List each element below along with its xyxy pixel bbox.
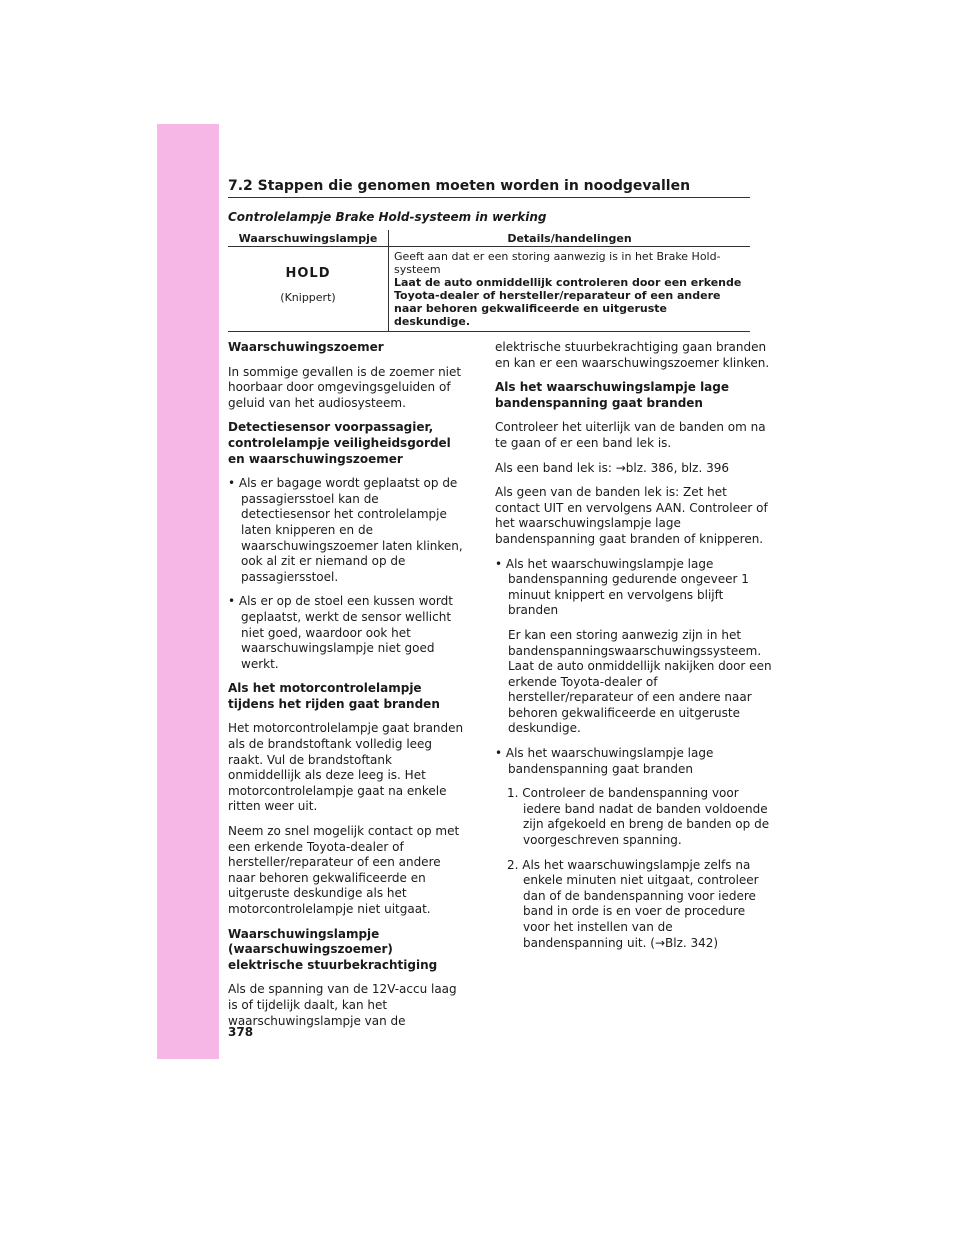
paragraph: Als de spanning van de 12V-accu laag is of tijdelijk daalt, kan het waarschuwingslampje van de xyxy=(228,982,457,1028)
details-cell xyxy=(389,247,751,332)
section-color-tab xyxy=(157,124,219,1059)
numbered-step: 1. Controleer de bandenspanning voor iedere band nadat de banden voldoende zijn afgekoeld en breng de banden op de voorgeschreven spanning. xyxy=(507,786,770,848)
bullet-item: • Als er op de stoel een kussen wordt geplaatst, werkt de sensor wellicht niet goed, waardoor ook het waarschuwingslampje niet goed werkt. xyxy=(228,594,453,671)
hold-indicator-icon: HOLD xyxy=(285,266,331,281)
heading-power-steering: Waarschuwingslampje (waarschuwingszoemer) elektrische stuurbekrachtiging xyxy=(228,926,438,972)
bullet-item: • Als het waarschuwingslampje lage bandenspanning gedurende ongeveer 1 minuut knippert en vervolgens blijft branden xyxy=(495,556,749,618)
paragraph: Als geen van de banden lek is: Zet het contact UIT en vervolgens AAN. Controleer of het waarschuwingslampje lage bandenspanning gaat branden of knipperen. xyxy=(495,485,768,546)
heading-engine-light: Als het motorcontrolelampje tijdens het rijden gaat branden xyxy=(228,681,440,711)
bullet-item: • Als er bagage wordt geplaatst op de passagiersstoel kan de detectiesensor het controlelampje laten knipperen en de waarschuwingszoemer laten klinken, ook al zit er niemand op de passagiersstoel. xyxy=(228,476,463,584)
bullet-item: • Als het waarschuwingslampje lage bandenspanning gaat branden xyxy=(495,746,714,776)
paragraph: Neem zo snel mogelijk contact op met een erkende Toyota-dealer of hersteller/reparateur of een andere naar behoren gekwalificeerde en uitgeruste deskundige als het motorcontrolelampje niet uitgaat. xyxy=(228,824,460,916)
detail-action: Laat de auto onmiddellijk controleren door een erkende Toyota-dealer of hersteller/reparateur of een andere naar behoren gekwalificeerde en uitgeruste deskundige. xyxy=(394,276,742,328)
heading-tire-pressure: Als het waarschuwingslampje lage bandenspanning gaat branden xyxy=(495,380,730,410)
heading-warning-buzzer: Waarschuwingszoemer xyxy=(228,340,384,354)
detail-text: Geeft aan dat er een storing aanwezig is in het Brake Hold-systeem xyxy=(394,250,721,276)
left-column xyxy=(228,340,468,1029)
heading-passenger-sensor: Detectiesensor voorpassagier, controlelampje veiligheidsgordel en waarschuwingszoemer xyxy=(228,420,451,466)
section-header: 7.2 Stappen die genomen moeten worden in noodgevallen xyxy=(228,178,750,198)
warning-light-table xyxy=(228,230,750,332)
column-header-details: Details/handelingen xyxy=(389,230,751,247)
column-header-lamp: Waarschuwingslampje xyxy=(228,230,389,247)
table-row xyxy=(228,247,750,332)
lamp-cell xyxy=(228,247,389,332)
paragraph: elektrische stuurbekrachtiging gaan branden en kan er een waarschuwingszoemer klinken. xyxy=(495,340,770,370)
page-number: 378 xyxy=(228,1025,254,1039)
right-column xyxy=(495,340,775,960)
paragraph: Het motorcontrolelampje gaat branden als de brandstoftank volledig leeg raakt. Vul de brandstoftank onmiddellijk als deze leeg is. Het motorcontrolelampje gaat na enkele ritten weer uit. xyxy=(228,721,464,814)
paragraph-page-reference: Als een band lek is: →blz. 386, blz. 396 xyxy=(495,460,729,475)
bullet-subtext: Er kan een storing aanwezig zijn in het bandenspanningswaarschuwingssysteem. Laat de auto onmiddellijk nakijken door een erkende Toyota-dealer of hersteller/reparateur of een andere naar behoren gekwalificeerde en uitgeruste deskundige. xyxy=(508,627,772,736)
lamp-note: (Knippert) xyxy=(280,291,336,304)
table-caption: Controlelampje Brake Hold-systeem in werking xyxy=(228,210,547,224)
paragraph: In sommige gevallen is de zoemer niet hoorbaar door omgevingsgeluiden of geluid van het audiosysteem. xyxy=(228,364,462,410)
paragraph: Controleer het uiterlijk van de banden om na te gaan of er een band lek is. xyxy=(495,420,766,450)
numbered-step: 2. Als het waarschuwingslampje zelfs na enkele minuten niet uitgaat, controleer dan of de bandenspanning voor iedere band in orde is en voer de procedure voor het instellen van de bandenspanning uit. (→Blz. 342) xyxy=(507,857,759,950)
table-header-row xyxy=(228,230,750,247)
